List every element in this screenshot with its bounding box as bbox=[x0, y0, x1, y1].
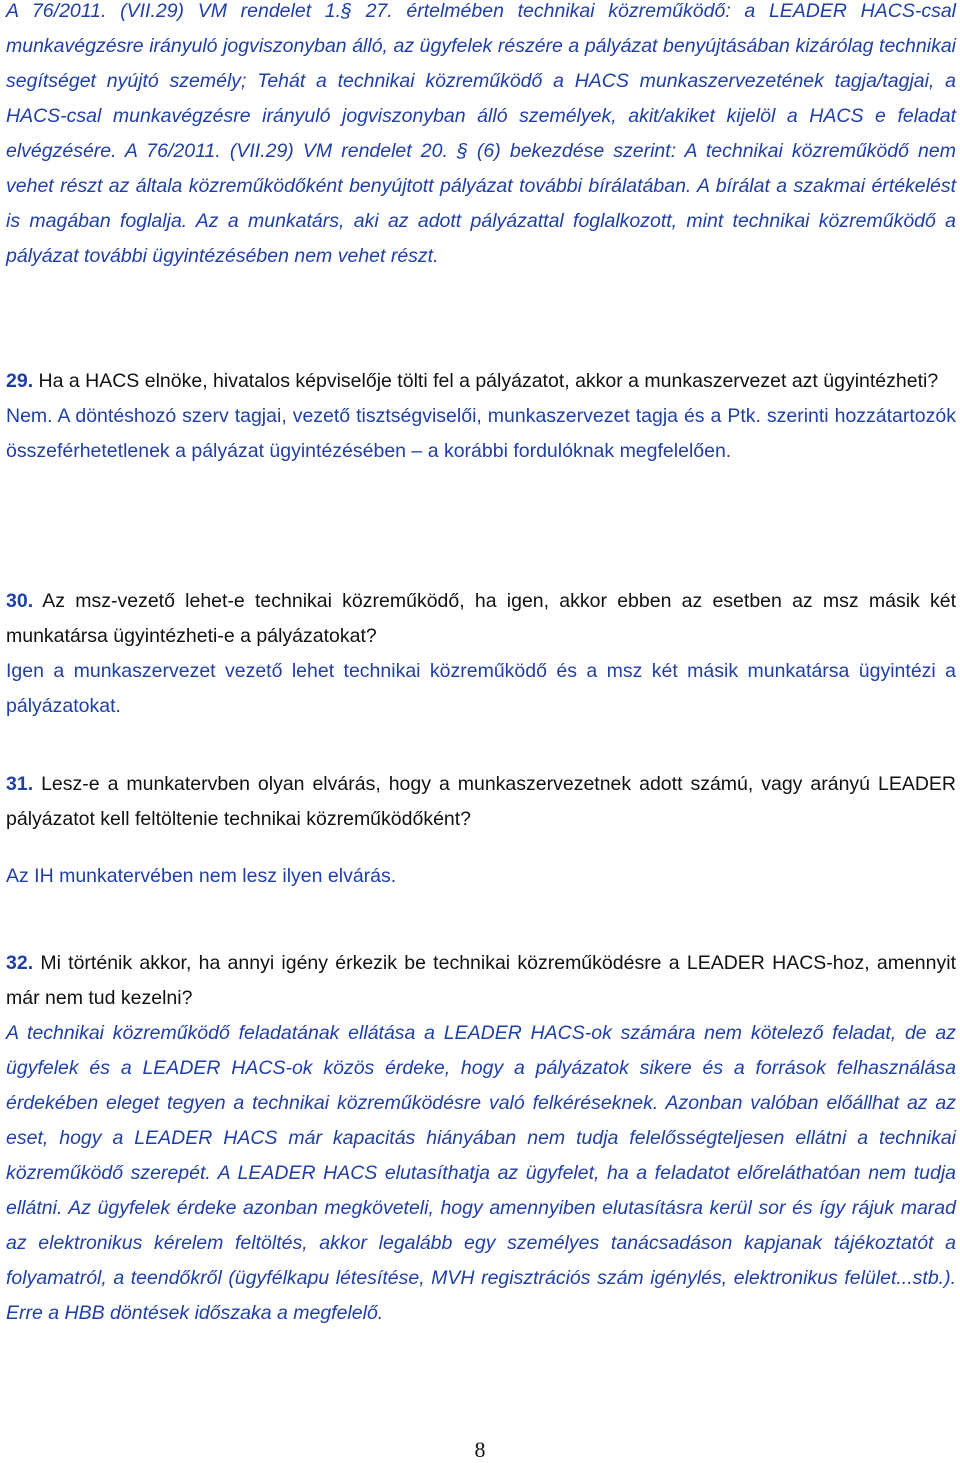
question-32 bbox=[6, 946, 956, 1016]
question-text: Mi történik akkor, ha annyi igény érkezik be technikai közreműködésre a LEADER HACS-hoz, amennyit már nem tud kezelni? bbox=[6, 952, 957, 1009]
answer-30: Igen a munkaszervezet vezető lehet technikai közreműködő és a msz két másik munkatársa ügyintézi a pályázatokat. bbox=[6, 660, 956, 717]
faq-item-30 bbox=[6, 584, 956, 724]
answer-31: Az IH munkatervében nem lesz ilyen elvárás. bbox=[6, 865, 397, 887]
question-text: Lesz-e a munkatervben olyan elvárás, hogy a munkaszervezetnek adott számú, vagy arányú LEADER pályázatot kell feltöltenie technikai közreműködőként? bbox=[6, 773, 956, 830]
faq-item-32 bbox=[6, 946, 956, 1331]
question-number: 30. bbox=[6, 590, 34, 612]
faq-item-29 bbox=[6, 364, 956, 469]
question-text: Ha a HACS elnöke, hivatalos képviselője tölti fel a pályázatot, akkor a munkaszervezet azt ügyintézheti? bbox=[38, 370, 939, 392]
answer-29: Nem. A döntéshozó szerv tagjai, vezető tisztségviselői, munkaszervezet tagja és a Ptk. szerinti hozzátartozók összeférhetetlenek a pályázat ügyintézésében – a korábbi fordulóknak megfelelően. bbox=[6, 405, 956, 462]
page-number: 8 bbox=[474, 1437, 486, 1462]
question-number: 29. bbox=[6, 370, 34, 392]
question-number: 31. bbox=[6, 773, 34, 795]
question-31 bbox=[6, 767, 956, 837]
question-text: Az msz-vezető lehet-e technikai közreműködő, ha igen, akkor ebben az esetben az msz másik két munkatársa ügyintézheti-e a pályázatokat? bbox=[6, 590, 957, 647]
question-29 bbox=[6, 364, 956, 399]
answer-32: A technikai közreműködő feladatának ellátása a LEADER HACS-ok számára nem kötelező feladat, de az ügyfelek és a LEADER HACS-ok közös érdeke, hogy a pályázatok sikere és a források felhasználása érdekében eleget tegyen a technikai közreműködésre való felkéréseknek. Azonban valóban előállhat az az eset, hogy a LEADER HACS már kapacitás hiányában nem tudja felelősségteljesen ellátni a technikai közreműködő szerepét. A LEADER HACS elutasíthatja az ügyfelet, ha a feladatot előreláthatóan nem tudja ellátni. Az ügyfelek érdeke azonban megköveteli, hogy amennyiben elutasításra kerül sor és így rájuk marad az elektronikus kérelem feltöltés, akkor legalább egy személyes tanácsadáson kapjanak tájékoztatót a folyamatról, a teendőkről (ügyfélkapu létesítése, MVH regisztrációs szám igénylés, elektronikus felület...stb.). Erre a HBB döntések időszaka a megfelelő. bbox=[6, 1022, 956, 1324]
intro-block bbox=[6, 0, 956, 274]
intro-paragraph: A 76/2011. (VII.29) VM rendelet 1.§ 27. értelmében technikai közreműködő: a LEADER HACS-csal munkavégzésre irányuló jogviszonyban álló, az ügyfelek részére a pályázat benyújtásában kizárólag technikai segítséget nyújtó személy; Tehát a technikai közreműködő a HACS munkaszervezetének tagja/tagjai, a HACS-csal munkavégzésre irányuló jogviszonyban álló személyek, akit/akiket kijelöl a HACS e feladat elvégzésére. A 76/2011. (VII.29) VM rendelet 20. § (6) bekezdése szerint: A technikai közreműködő nem vehet részt az általa közreműködőként benyújtott pályázat további bírálatában. A bírálat a szakmai értékelést is magában foglalja. Az a munkatárs, aki az adott pályázattal foglalkozott, mint technikai közreműködő a pályázat további ügyintézésében nem vehet részt. bbox=[6, 0, 956, 267]
question-number: 32. bbox=[6, 952, 34, 974]
faq-item-31 bbox=[6, 767, 956, 894]
question-30 bbox=[6, 584, 956, 654]
